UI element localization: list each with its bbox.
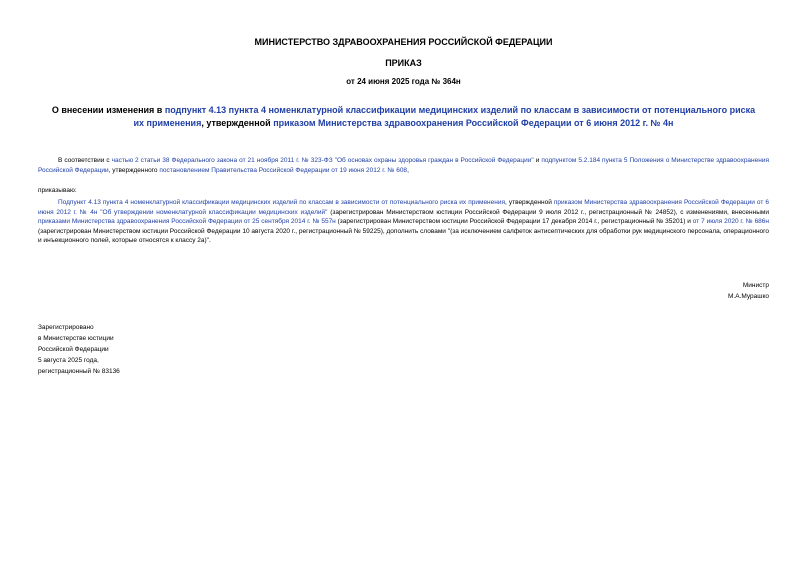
p2-link-order-686n[interactable]: от 7 июля 2020 г. № 686н — [692, 218, 770, 225]
signature-position: Министр — [742, 282, 769, 289]
doc-type-heading: ПРИКАЗ — [385, 58, 422, 68]
title-text-1: О внесении изменения в — [51, 105, 165, 115]
p2-text-1: , утвержденной — [505, 199, 554, 206]
p1-link-regulation[interactable]: подпунктом 5.2.184 пункта 5 Положения о Министерстве здравоохранения Российской Федерации — [38, 157, 769, 174]
ministry-heading: МИНИСТЕРСТВО ЗДРАВООХРАНЕНИЯ РОССИЙСКОЙ ФЕДЕРАЦИИ — [254, 37, 553, 47]
paragraph-amendment — [38, 198, 769, 246]
p2-link-order-557n[interactable]: приказами Министерства здравоохранения Российской Федерации от 25 сентября 2014 г. № 557н — [38, 218, 336, 225]
title-text-2: , утвержденной — [201, 118, 274, 128]
signature-name: М.А.Мурашко — [727, 293, 769, 300]
registration-line-1: Зарегистрировано — [38, 324, 94, 331]
registration-line-4: 5 августа 2025 года, — [38, 357, 99, 364]
p1-text-1: В соответствии с — [58, 157, 112, 164]
signature-block — [728, 280, 769, 302]
title-link-order[interactable]: приказом Министерства здравоохранения Российской Федерации от 6 июня 2012 г. № 4н — [273, 118, 674, 128]
paragraph-basis — [38, 156, 769, 175]
command-word: приказываю: — [38, 187, 77, 194]
document-title — [48, 104, 759, 130]
registration-line-2: в Министерстве юстиции — [38, 335, 114, 342]
p2-text-4: (зарегистрирован Министерством юстиции Российской Федерации 10 августа 2020 г., регистрационный № 59225), дополнить словами "(за исключением салфеток антисептических для обработки рук медицинского персонала, операционного и инъекционного полей, которые относятся к классу 2а)". — [38, 227, 769, 244]
p1-link-resolution[interactable]: постановлением Правительства Российской Федерации от 19 июня 2012 г. № 608 — [159, 166, 408, 174]
p2-text-2: (зарегистрирован Министерством юстиции Российской Федерации 9 июля 2012 г., регистрационный № 24852), с изменениями, внесенными — [327, 208, 770, 216]
date-number-heading: от 24 июня 2025 года № 364н — [346, 77, 461, 86]
p1-text-2: и — [533, 157, 542, 164]
p2-link-subclause[interactable]: Подпункт 4.13 пункта 4 номенклатурной классификации медицинских изделий по классам в зависимости от потенциального риска их применения — [58, 199, 505, 206]
title-link-subclause[interactable]: подпункт 4.13 пункта 4 номенклатурной классификации медицинских изделий по классам в зависимости от потенциального риска их применения — [133, 105, 756, 128]
p1-text-4: , — [407, 166, 409, 174]
registration-line-5: регистрационный № 83136 — [38, 368, 120, 375]
p2-text-3: (зарегистрирован Министерством юстиции Российской Федерации 17 декабря 2014 г., регистрационный № 35201) и — [335, 218, 693, 225]
registration-line-3: Российской Федерации — [38, 346, 109, 353]
p2-link-order-4n[interactable]: приказом Министерства здравоохранения Российской Федерации от 6 июня 2012 г. № 4н "Об утверждении номенклатурной классификации медицинских изделий" — [38, 199, 769, 216]
registration-block — [38, 322, 120, 377]
p1-text-3: , утвержденного — [108, 166, 160, 174]
p1-link-law[interactable]: частью 2 статьи 38 Федерального закона от 21 ноября 2011 г. № 323-ФЗ "Об основах охраны здоровья граждан в Российской Федерации" — [111, 157, 534, 164]
